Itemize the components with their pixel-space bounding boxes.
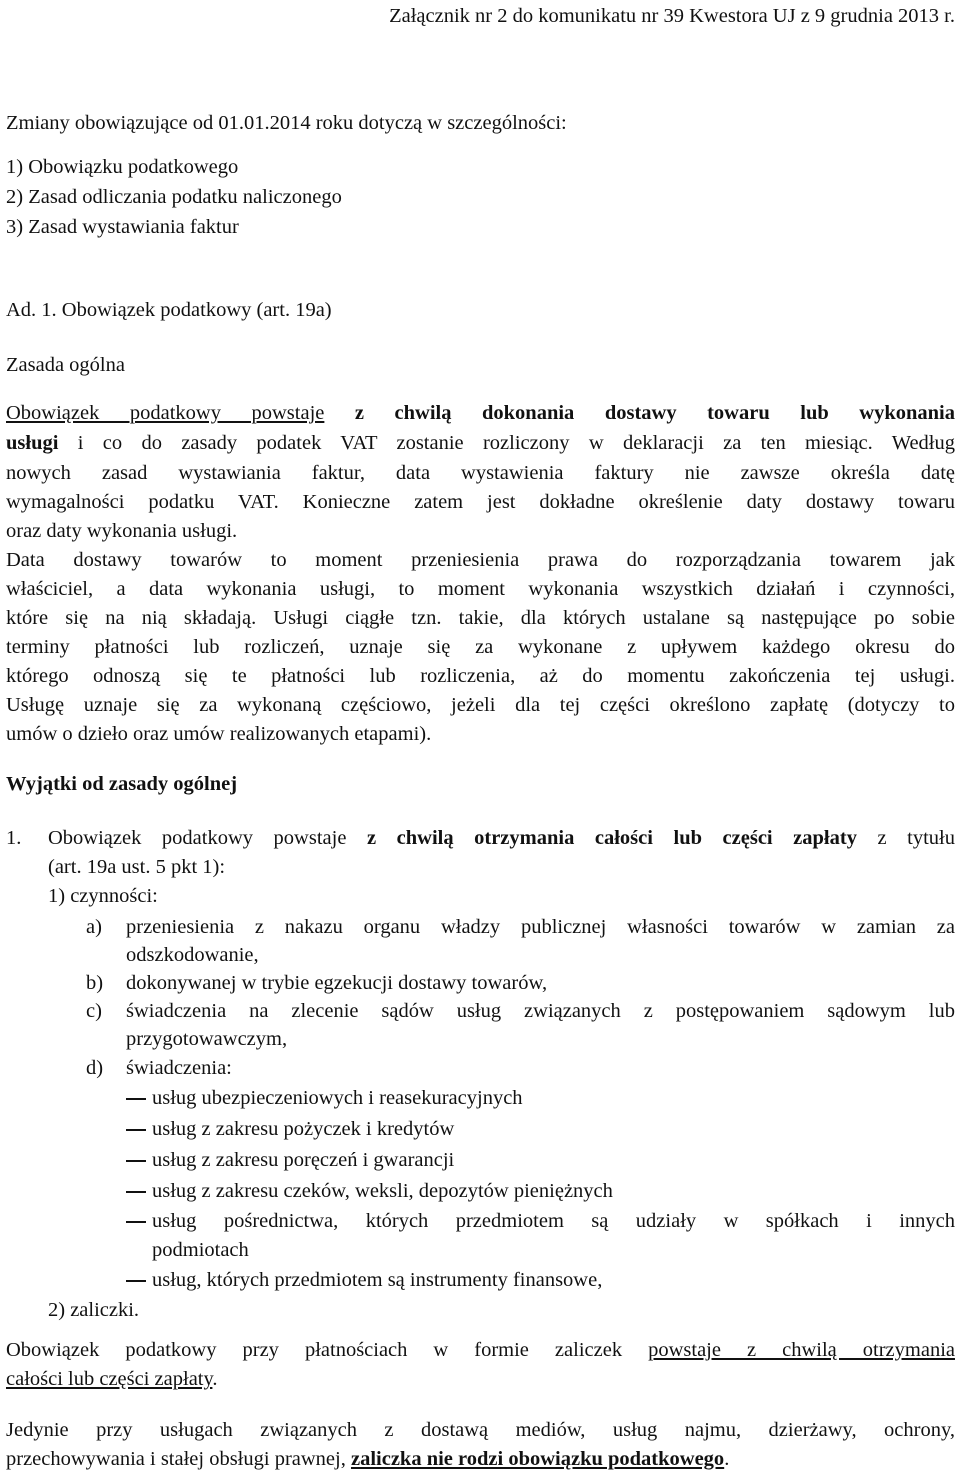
attachment-header: Załącznik nr 2 do komunikatu nr 39 Kwestora UJ z 9 grudnia 2013 r. <box>389 5 955 27</box>
dash-bullet-icon <box>126 1129 146 1131</box>
dash-item-continuation: podmiotach <box>152 1239 249 1261</box>
paragraph-line: Data dostawy towarów to moment przeniesienia prawa do rozporządzania towarem jak <box>6 549 955 571</box>
paragraph-line: terminy płatności lub rozliczeń, uznaje się za wykonane z upływem każdego okresu do <box>6 636 955 658</box>
intro-title: Zmiany obowiązujące od 01.01.2014 roku dotyczą w szczególności: <box>6 112 567 134</box>
paragraph-line: nowych zasad wystawiania faktur, data wystawienia faktury nie zawsze określa datę <box>6 462 955 484</box>
exception-item-1-line-2: (art. 19a ust. 5 pkt 1): <box>48 856 226 878</box>
section-heading-exceptions: Wyjątki od zasady ogólnej <box>6 773 238 795</box>
paragraph-line: Obowiązek podatkowy powstaje z chwilą dokonania dostawy towaru lub wykonania <box>6 402 955 424</box>
paragraph-line: które się na nią składają. Usługi ciągłe tzn. takie, dla których ustalane są następujące po sobie <box>6 607 955 629</box>
dash-bullet-icon <box>126 1280 146 1282</box>
sub-item-advances: 2) zaliczki. <box>48 1299 140 1321</box>
dash-bullet-icon <box>126 1191 146 1193</box>
section-heading-general-rule: Zasada ogólna <box>6 354 125 376</box>
paragraph-line: którego odnoszą się te płatności lub rozliczenia, aż do momentu zakończenia tej usługi. <box>6 665 955 687</box>
dash-bullet-icon <box>126 1098 146 1100</box>
paragraph-line: wymagalności podatku VAT. Konieczne zatem jest dokładne określenie daty dostawy towaru <box>6 491 955 513</box>
advance-paragraph-line-1: Obowiązek podatkowy przy płatnościach w formie zaliczek powstaje z chwilą otrzymania <box>6 1339 955 1361</box>
paragraph-line: oraz daty wykonania usługi. <box>6 520 238 542</box>
letter-item-c-line-2: przygotowawczym, <box>126 1028 288 1050</box>
final-paragraph-line-2: przechowywania i stałej obsługi prawnej, zaliczka nie rodzi obowiązku podatkowego. <box>6 1448 730 1470</box>
letter-item-a-line-2: odszkodowanie, <box>126 944 259 966</box>
paragraph-line: umów o dzieło oraz umów realizowanych etapami). <box>6 723 432 745</box>
ad1-title: Ad. 1. Obowiązek podatkowy (art. 19a) <box>6 299 332 321</box>
dash-bullet-icon <box>126 1221 146 1223</box>
advance-paragraph-line-2: całości lub części zapłaty. <box>6 1368 218 1390</box>
paragraph-line: właściciel, a data wykonania usługi, to moment wykonania wszystkich działań i czynności, <box>6 578 955 600</box>
intro-item-2: 2) Zasad odliczania podatku naliczonego <box>6 186 342 208</box>
intro-item-3: 3) Zasad wystawiania faktur <box>6 216 239 238</box>
paragraph-line: Usługę uznaje się za wykonaną częściowo, jeżeli dla tej części określono zapłatę (dotyczy to <box>6 694 955 716</box>
sub-item-activities: 1) czynności: <box>48 885 158 907</box>
paragraph-line: usługi i co do zasady podatek VAT zostanie rozliczony w deklaracji za ten miesiąc. Według <box>6 432 955 454</box>
final-paragraph-line-1: Jedynie przy usługach związanych z dostawą mediów, usług najmu, dzierżawy, ochrony, <box>6 1419 955 1441</box>
dash-bullet-icon <box>126 1160 146 1162</box>
intro-item-1: 1) Obowiązku podatkowego <box>6 156 239 178</box>
